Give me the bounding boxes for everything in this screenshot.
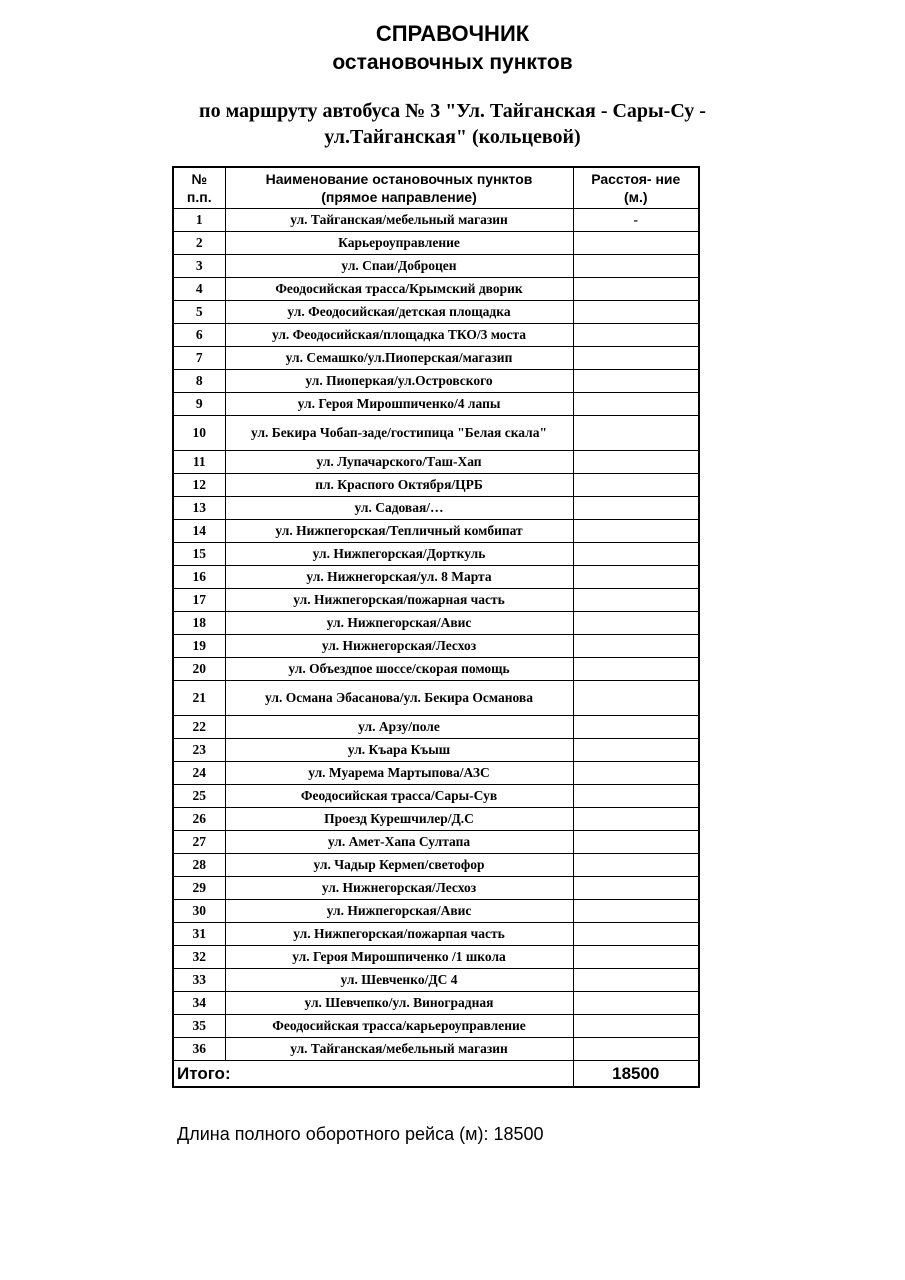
table-row [173,232,699,255]
table-row [173,785,699,808]
stop-distance [573,900,699,923]
header-stop-name-line2: (прямое направление) [321,189,477,205]
total-row [173,1061,699,1088]
stop-number: 30 [173,900,225,923]
table-row [173,808,699,831]
stop-distance [573,946,699,969]
stop-distance [573,543,699,566]
stop-distance [573,992,699,1015]
header-number-line1: № [191,171,208,187]
stop-distance [573,785,699,808]
stop-name: ул. Героя Мирошпиченко /1 школа [225,946,573,969]
stops-table [172,166,700,1088]
stop-distance [573,831,699,854]
stop-distance [573,1015,699,1038]
stop-number: 8 [173,370,225,393]
stop-distance [573,232,699,255]
stop-name: ул. Нижпегорская/Дорткуль [225,543,573,566]
table-row [173,497,699,520]
table-row [173,370,699,393]
table-row [173,762,699,785]
stop-name: ул. Спаи/Доброцен [225,255,573,278]
stop-distance [573,877,699,900]
stop-number: 2 [173,232,225,255]
stop-distance [573,762,699,785]
stop-distance [573,324,699,347]
stop-number: 7 [173,347,225,370]
stop-name: Проезд Курешчилер/Д.С [225,808,573,831]
stop-name: ул. Героя Мирошпиченко/4 лапы [225,393,573,416]
stop-number: 16 [173,566,225,589]
table-row [173,946,699,969]
stop-number: 24 [173,762,225,785]
stop-distance [573,854,699,877]
stop-number: 21 [173,681,225,716]
stop-number: 25 [173,785,225,808]
total-label: Итого: [173,1061,573,1088]
header-distance-line2: (м.) [623,189,648,205]
stop-distance [573,393,699,416]
stop-number: 5 [173,301,225,324]
stop-distance [573,969,699,992]
header-number [173,167,225,209]
stop-number: 29 [173,877,225,900]
table-row [173,969,699,992]
table-row [173,255,699,278]
stop-number: 13 [173,497,225,520]
stop-distance [573,739,699,762]
stop-name: Феодосийская трасса/карьероуправление [225,1015,573,1038]
table-row [173,589,699,612]
table-row [173,347,699,370]
stop-name: ул. Османа Эбасанова/ул. Бекира Османова [225,681,573,716]
table-row [173,393,699,416]
stop-number: 28 [173,854,225,877]
stop-number: 36 [173,1038,225,1061]
stop-name: ул. Нижнегорская/Лесхоз [225,635,573,658]
stop-distance [573,1038,699,1061]
stop-number: 1 [173,209,225,232]
stop-number: 12 [173,474,225,497]
stop-distance [573,658,699,681]
stop-name: ул. Семашко/ул.Пиоперская/магазип [225,347,573,370]
stop-number: 26 [173,808,225,831]
table-row [173,612,699,635]
route-subtitle: по маршруту автобуса № 3 "Ул. Тайганская - Сары-Су - [199,100,706,122]
stop-name: ул. Тайганская/мебельный магазин [225,209,573,232]
table-row [173,1038,699,1061]
stop-number: 35 [173,1015,225,1038]
full-trip-length: Длина полного оборотного рейса (м): 18500 [177,1124,544,1144]
stop-number: 32 [173,946,225,969]
stop-distance [573,497,699,520]
table-header-row [173,167,699,209]
table-row [173,877,699,900]
table-row [173,635,699,658]
header-stop-name-line1: Наименование остановочных пунктов [265,171,533,187]
document-title-line2: остановочных пунктов [332,51,573,74]
stop-distance [573,474,699,497]
stop-number: 27 [173,831,225,854]
stop-number: 14 [173,520,225,543]
stop-number: 9 [173,393,225,416]
stop-name: пл. Краспого Октября/ЦРБ [225,474,573,497]
stop-name: ул. Феодосийская/детская площадка [225,301,573,324]
stop-distance [573,612,699,635]
total-value: 18500 [573,1061,699,1088]
stop-name: ул. Нижпегорская/пожарная часть [225,589,573,612]
header-number-line2: п.п. [186,189,212,205]
stop-name: ул. Муарема Мартыпова/АЗС [225,762,573,785]
stop-number: 22 [173,716,225,739]
header-distance-line1: Расстоя- ние [591,171,681,187]
stop-number: 11 [173,451,225,474]
stop-number: 20 [173,658,225,681]
table-row [173,543,699,566]
stop-name: ул. Нижнегорская/Лесхоз [225,877,573,900]
table-row [173,451,699,474]
table-row [173,416,699,451]
stop-name: ул. Садовая/… [225,497,573,520]
stop-distance [573,451,699,474]
stop-distance [573,589,699,612]
table-row [173,831,699,854]
stop-distance [573,347,699,370]
stop-name: Карьероуправление [225,232,573,255]
table-row [173,566,699,589]
stop-number: 10 [173,416,225,451]
stop-name: ул. Нижпегорская/Тепличный комбипат [225,520,573,543]
table-row [173,681,699,716]
stop-distance [573,716,699,739]
table-row [173,900,699,923]
stop-name: ул. Нижнегорская/ул. 8 Марта [225,566,573,589]
stop-name: ул. Шевченко/ДС 4 [225,969,573,992]
stop-name: ул. Арзу/поле [225,716,573,739]
table-row [173,278,699,301]
table-row [173,658,699,681]
stop-name: ул. Феодосийская/площадка ТКО/3 моста [225,324,573,347]
stop-distance [573,255,699,278]
document-title: СПРАВОЧНИК [375,21,530,46]
table-row [173,992,699,1015]
stop-distance [573,923,699,946]
stop-name: ул. Нижпегорская/пожарпая часть [225,923,573,946]
table-row [173,520,699,543]
stop-number: 34 [173,992,225,1015]
stop-name: ул. Чадыр Кермеп/светофор [225,854,573,877]
stop-number: 4 [173,278,225,301]
stop-name: Феодосийская трасса/Крымский дворик [225,278,573,301]
stop-number: 18 [173,612,225,635]
stop-number: 31 [173,923,225,946]
stop-number: 3 [173,255,225,278]
table-row [173,854,699,877]
route-subtitle-line2: ул.Тайганская" (кольцевой) [324,126,581,148]
table-row [173,739,699,762]
table-row [173,716,699,739]
stop-distance [573,808,699,831]
table-row [173,324,699,347]
table-row [173,923,699,946]
stop-name: ул. Къара Къыш [225,739,573,762]
stop-number: 33 [173,969,225,992]
stop-name: ул. Объездпое шоссе/скорая помощь [225,658,573,681]
header-distance [573,167,699,209]
stop-name: ул. Лупачарского/Таш-Хап [225,451,573,474]
stop-distance [573,635,699,658]
stop-name: ул. Амет-Хапа Султапа [225,831,573,854]
stop-distance: - [573,209,699,232]
stop-distance [573,416,699,451]
stop-number: 6 [173,324,225,347]
stop-name: ул. Нижпегорская/Авис [225,612,573,635]
stop-distance [573,520,699,543]
stop-distance [573,278,699,301]
stop-distance [573,566,699,589]
stop-name: Феодосийская трасса/Сары-Сув [225,785,573,808]
table-row [173,1015,699,1038]
table-row [173,474,699,497]
stop-name: ул. Пиоперкая/ул.Островского [225,370,573,393]
stop-number: 19 [173,635,225,658]
stops-table-body [173,209,699,1061]
stop-name: ул. Нижпегорская/Авис [225,900,573,923]
stop-name: ул. Шевчепко/ул. Виноградная [225,992,573,1015]
table-row [173,301,699,324]
stop-distance [573,370,699,393]
stop-number: 23 [173,739,225,762]
stop-number: 17 [173,589,225,612]
stop-distance [573,301,699,324]
header-stop-name [225,167,573,209]
table-row [173,209,699,232]
stop-distance [573,681,699,716]
stop-number: 15 [173,543,225,566]
stop-name: ул. Бекира Чобап-заде/гостипица "Белая скала" [225,416,573,451]
stop-name: ул. Тайганская/мебельный магазин [225,1038,573,1061]
